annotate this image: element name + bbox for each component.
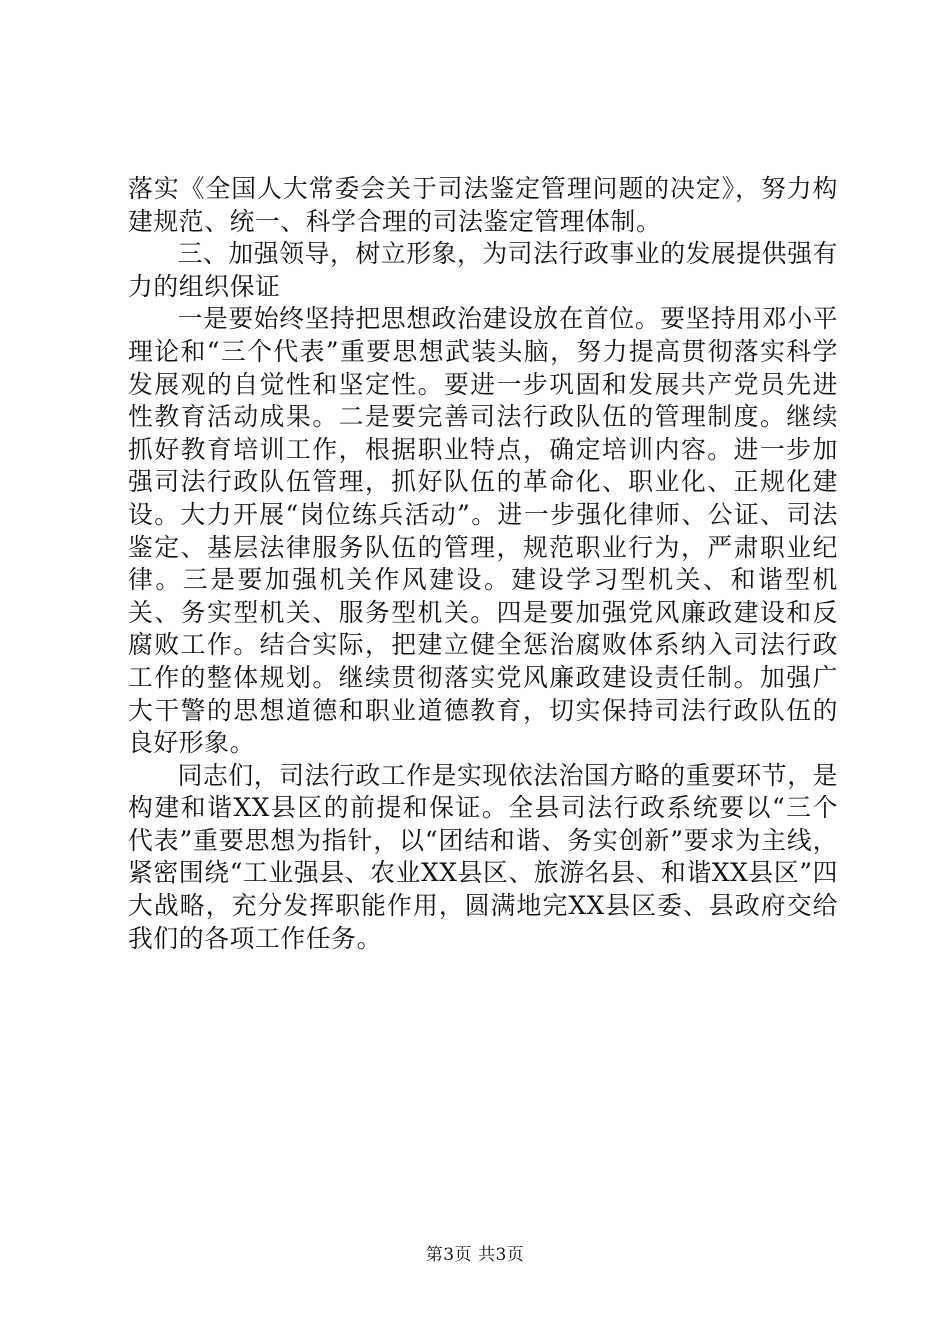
page-footer: 第3页 共3页 [425,1245,525,1265]
document-body [128,173,838,955]
paragraph-continuation: 落实《全国人大常委会关于司法鉴定管理问题的决定》，努力构建规范、统一、科学合理的司法鉴定管理体制。 [128,174,838,236]
paragraph-closing: 同志们，司法行政工作是实现依法治国方略的重要环节，是构建和谐XX县区的前提和保证。全县司法行政系统要以“三个代表”重要思想为指针，以“团结和谐、务实创新”要求为主线，紧密围绕“工业强县、农业XX县区、旅游名县、和谐XX县区”四大战略，充分发挥职能作用，圆满地完XX县区委、县政府交给我们的各项工作任务。 [128,760,838,953]
paragraph-measures: 一是要始终坚持把思想政治建设放在首位。要坚持用邓小平理论和“三个代表”重要思想武装头脑，努力提高贯彻落实科学发展观的自觉性和坚定性。要进一步巩固和发展共产党员先进性教育活动成果。二是要完善司法行政队伍的管理制度。继续抓好教育培训工作，根据职业特点，确定培训内容。进一步加强司法行政队伍管理，抓好队伍的革命化、职业化、正规化建设。大力开展“岗位练兵活动”。进一步强化律师、公证、司法鉴定、基层法律服务队伍的管理，规范职业行为，严肃职业纪律。三是要加强机关作风建设。建设学习型机关、和谐型机关、务实型机关、服务型机关。四是要加强党风廉政建设和反腐败工作。结合实际，把建立健全惩治腐败体系纳入司法行政工作的整体规划。继续贯彻落实党风廉政建设责任制。加强广大干警的思想道德和职业道德教育，切实保持司法行政队伍的良好形象。 [128,304,838,758]
section-heading: 三、加强领导，树立形象，为司法行政事业的发展提供强有力的组织保证 [128,239,838,301]
